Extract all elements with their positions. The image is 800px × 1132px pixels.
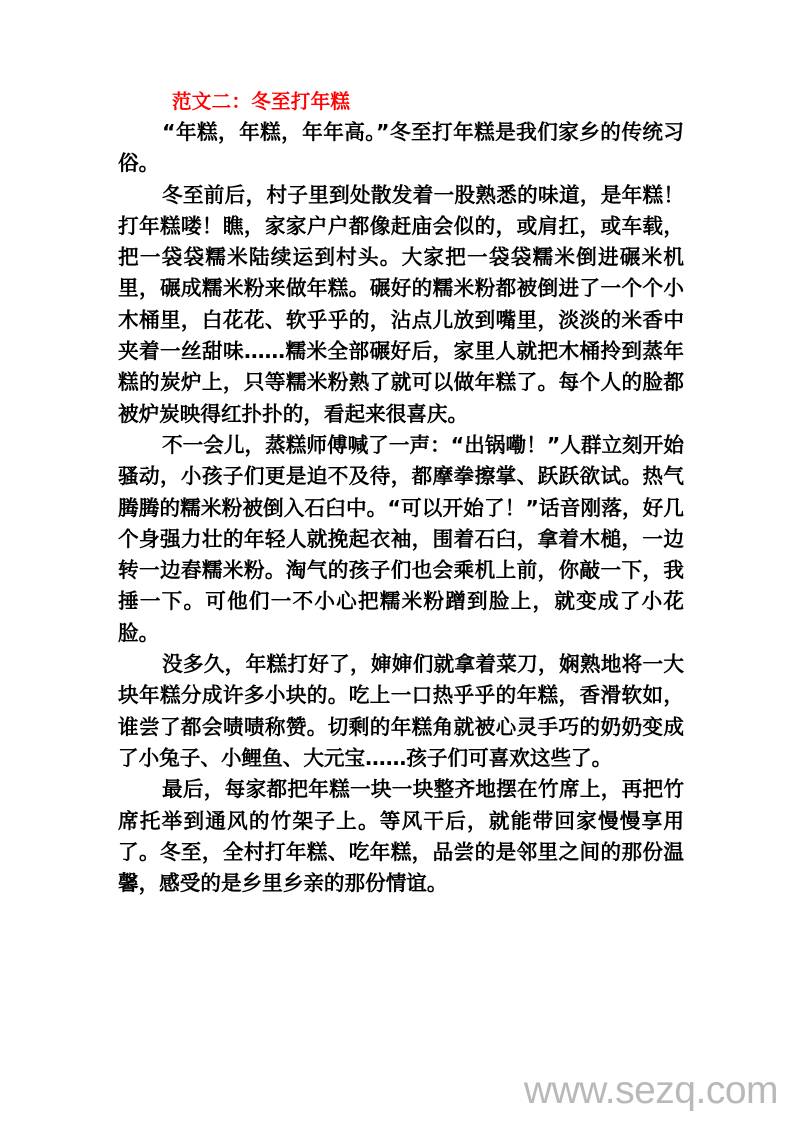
body-paragraph-3: 不一会儿，蒸糕师傅喊了一声：“出锅嘞！”人群立刻开始骚动，小孩子们更是迫不及待，都摩拳擦掌、跃跃欲试。热气腾腾的糯米粉被倒入石臼中。“可以开始了！”话音刚落，好几个身强力壮的年轻人就挽起衣袖，围着石臼，拿着木槌，一边转一边舂糯米粉。淘气的孩子们也会乘机上前，你敲一下，我捶一下。可他们一不小心把糯米粉蹭到脸上，就变成了小花脸。 bbox=[118, 432, 684, 645]
document-body bbox=[118, 86, 684, 899]
site-watermark: www.sezq.com bbox=[523, 1069, 778, 1112]
page-title: 范文二：冬至打年糕 bbox=[172, 90, 351, 113]
body-paragraph-1: “年糕，年糕，年年高。”冬至打年糕是我们家乡的传统习俗。 bbox=[118, 120, 684, 176]
body-paragraph-5: 最后，每家都把年糕一块一块整齐地摆在竹席上，再把竹席托举到通风的竹架子上。等风干后，就能带回家慢慢享用了。冬至，全村打年糕、吃年糕，品尝的是邻里之间的那份温馨，感受的是乡里乡亲的那份情谊。 bbox=[118, 777, 684, 896]
body-paragraph-4: 没多久，年糕打好了，婶婶们就拿着菜刀，娴熟地将一大块年糕分成许多小块的。吃上一口热乎乎的年糕，香滑软如，谁尝了都会啧啧称赞。切剩的年糕角就被心灵手巧的奶奶变成了小兔子、小鲤鱼、大元宝……孩子们可喜欢这些了。 bbox=[118, 652, 684, 770]
body-paragraph-2: 冬至前后，村子里到处散发着一股熟悉的味道，是年糕！打年糕喽！瞧，家家户户都像赶庙会似的，或肩扛，或车载，把一袋袋糯米陆续运到村头。大家把一袋袋糯米倒进碾米机里，碾成糯米粉来做年糕。碾好的糯米粉都被倒进了一个个小木桶里，白花花、软乎乎的，沾点儿放到嘴里，淡淡的米香中夹着一丝甜味……糯米全部碾好后，家里人就把木桶拎到蒸年糕的炭炉上，只等糯米粉熟了就可以做年糕了。每个人的脸都被炉炭映得红扑扑的，看起来很喜庆。 bbox=[118, 182, 684, 426]
